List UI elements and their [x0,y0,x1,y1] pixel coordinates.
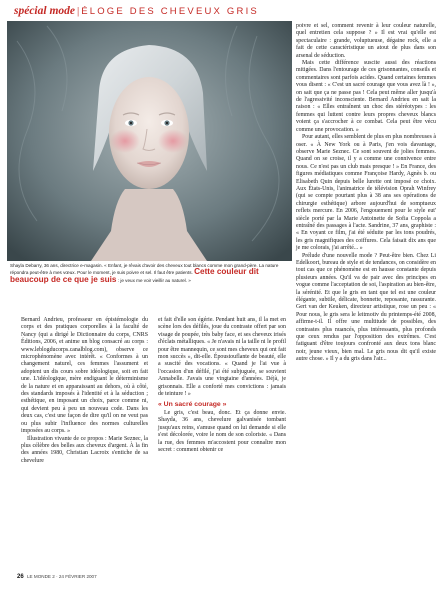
article-column-3 [296,23,436,364]
header-separator: | [77,5,80,17]
publication-info: LE MONDE 2 · 24 FÉVRIER 2007 [26,574,97,579]
portrait-photo [7,21,292,261]
article-column-2 [158,317,286,454]
paragraph: Bernard Andrieu, professeur en épistémologie du corps et des pratiques corporelles à la faculté de Nancy (qui a dirigé le Dictionnaire du corps, CNRS Éditions, 2006, et anime un blog consacré au corps : www.leblogducorps.canalblog.com), observe ce microphénomène avec intérêt. « Conformes à un changement naturel, ces femmes l'assument et adoptent un dis cours sobre idéologique, soit en fait une. L'idéologique, mère endiguant le déterminisme de la nature et en apparaissant au dehors, où à côté, des standards imposés à l'identité et à la séduction ; esthétique, en imposant un choix, parce comme ni, qui devient peu à peu un nouveau code. Dans les deux cas, c'est une façon de dire qu'il on ne veut pas ou plus subir l'influence des normes culturelles imposées au corps. » [21,317,148,435]
page-footer [17,574,217,580]
portrait-illustration [7,21,292,261]
section-topic: ÉLOGE DES CHEVEUX GRIS [81,6,259,17]
subheading: « Un sacré courage » [158,401,227,409]
page-header [14,1,434,15]
paragraph: Le gris, c'est beau, donc. Et ça donne envie. Shayda, 36 ans, chevelure galvanisée tombant jusqu'aux reins, s'amuse quand on lui demande si elle s'est décolorée, voire le nom de son coloriste. « Dans la rue, des femmes m'accostent pour connaître mon secret : comment obtenir ce [158,409,286,453]
paragraph: poivre et sel, comment revenir à leur couleur naturelle, quel entretien cela suppose ? » Il est vrai qu'elle est spectaculaire : grande, voluptueuse, dégaine rock, elle a fait de cette caractéristique un atout de plus dans son arsenal de séduction. [296,23,436,59]
caption-highlight: Cette couleur dit beaucoup de ce que je suis [10,267,259,284]
paragraph: et fait d'elle son égérie. Pendant huit ans, il la met en scène lors des défilés, joue du contraste offert par son visage de poupée, très baby face, et ses cheveux irisés d'éclats métalliques. « Je n'avais ni la taille ni le profil pour être mannequin, ce sont mes cheveux qui ont fait mon succès », dit-elle. Époustouflante de beauté, elle a suscité des vocations. « Quand je l'ai vue à l'occasion d'un défilé, j'ai été subjuguée, se souvient Annabelle. J'avais une vingtaine d'années. Déjà, je grisonnais. Elle a conforté mes convictions : jamais de teinture ! » [158,317,286,398]
paragraph: Illustration vivante de ce propos : Marie Seznec, la plus célèbre des belles aux cheveux d'argent. À la fin des années 1980, Christian Lacroix s'entiche de sa chevelure [21,435,148,464]
section-rubric: spécial mode [14,5,75,17]
paragraph: Pour autant, elles semblent de plus en plus nombreuses à oser. « À New York ou à Paris, j'en vois davantage, observe Marie Seznec. Ce sont souvent de jolies femmes. Quand on se croise, il y a comme une connivence entre nous. Ce n'est pas un club mais presque ! » En France, des figures médiatiques comme Françoise Hardy, Agnès b. ou Elisabeth Quin depuis belle lurette ont imposé ce choix. Aux États-Unis, l'animatrice de télévision Oprah Winfrey (qui se compte pourtant plus à 38 ans ses opérations de chirurgie esthétique) arbore aujourd'hui de somptueux reflets mercure. En 2006, l'engouement pour le style eut' siècle porté par la Marie Antoinette de Sofia Coppola a entraîné des passages à l'acte. Sandrine, 37 ans, graphiste : « En voyant ce film, j'ai été séduite par les tons poudrés, les gris magnifiques des coiffures. Cela faisait dix ans que je me colorais, j'ai arrêté... » [296,134,436,252]
paragraph: Mais cette différence suscite aussi des réactions mitigées. Dans l'entourage de ces grisonnantes, conseils et commentaires sont parfois acides. Quand certaines femmes vous disent : « C'est un sacré courage que vous avez là ! », on sait que ça ne passe pas ! Cela peut même aller jusqu'à de l'agressivité inconsciente. Bernard Andrieu en sait la raison : « Elles entraînent un choc des stéréotypes : les femmes qui luttent contre leurs propres cheveux blancs voient ça s'accrocher à ce combat. Cela peut être vécu comme une provocation. » [296,60,436,133]
caption-ending: : je veux me voir vieillir au naturel. » [117,277,191,283]
caption-text: Shayla Debarry, 36 ans, directrice e-magasin. « Enfant, je rêvais d'avoir des cheveux tout blancs comme mon grand-père. La nature répondra peut-être à mes vœux. Pour le moment, je suis poivre et sel. Il faut être patients. [10,263,279,276]
paragraph: Prélude d'une nouvelle mode ? Peut-être bien. Chez Li Edelkoort, bureau de style et de tendances, on considère en tout cas que ce phénomène est en hausse constante depuis plusieurs années. Qu'il va de pair avec des principes en vogue comme l'acceptation de soi, l'aspiration au bien-être, la sérénité. Et que le gris en tant que tel est une couleur élégante, subtile, délicate, bonnette, reposante, rassurante. Gert van der Keuken, directeur artistique, rose un peu : « Pour nous, le gris sera le leitmotiv du printemps-été 2008, affirme-t-il. Il offre une multitude de possibles, des contrastes plus nuancés, plus intéressants, plus profonds que ceux rendus par l'opposition des extrêmes. C'est fatiguant d'être toujours confronté aux deux tons blanc noir, jeune vieux, bien mal. Le gris nous dit qu'il existe autre chose. » Il y a du gris dans l'air... [296,252,436,363]
article-column-1 [21,317,148,465]
page-number: 26 [17,574,24,580]
photo-caption [10,263,292,284]
